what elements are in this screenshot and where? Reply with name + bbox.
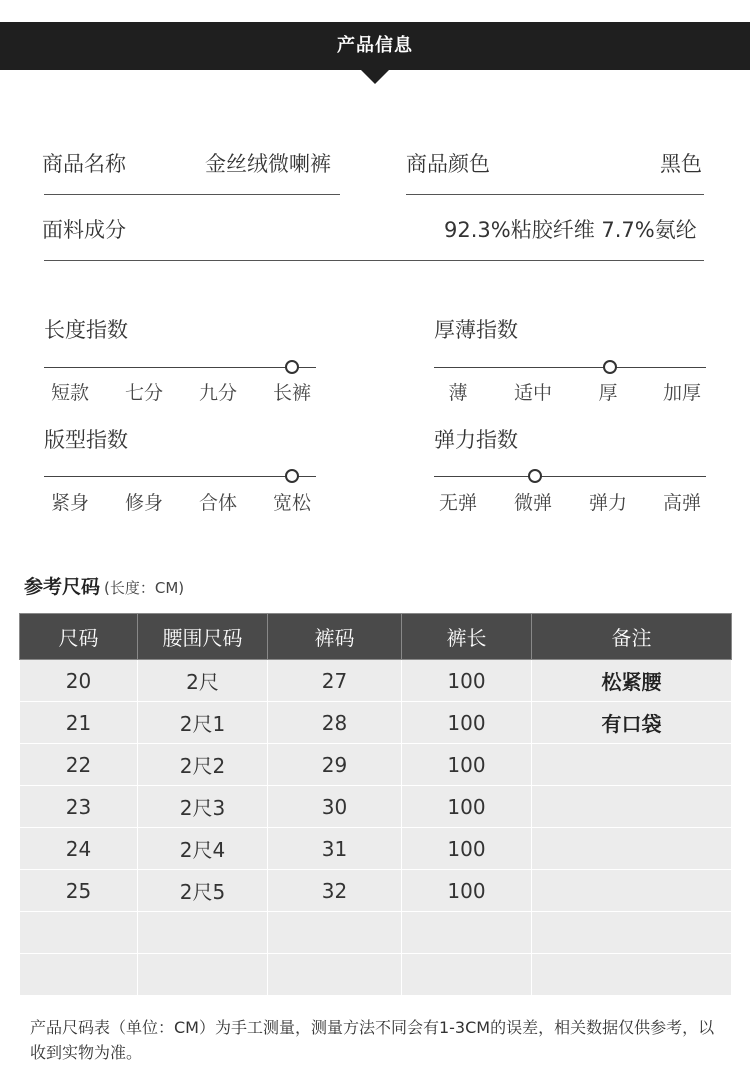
elasticity-option-none: 无弹: [438, 492, 477, 514]
table-row: [20, 660, 732, 702]
length-index-marker: [285, 360, 299, 374]
fabric-divider: [44, 260, 704, 261]
cell-remark: [532, 870, 732, 912]
elasticity-option-slight: 微弹: [513, 492, 552, 514]
table-row: [20, 870, 732, 912]
elasticity-option-high: 高弹: [662, 492, 701, 514]
cell-pants-length: 100: [402, 744, 532, 786]
header-band: [0, 22, 750, 70]
table-row: [20, 744, 732, 786]
cell-size: [20, 912, 138, 954]
cell-pants-length: 100: [402, 786, 532, 828]
cell-waist: 2尺3: [138, 786, 268, 828]
cell-pants-size: 27: [268, 660, 402, 702]
cell-pants-size: [268, 954, 402, 996]
cell-waist: [138, 912, 268, 954]
header-remarks: 备注: [532, 614, 732, 660]
fit-index-marker: [285, 469, 299, 483]
table-row: [20, 954, 732, 996]
elasticity-option-stretch: 弹力: [588, 492, 627, 514]
cell-pants-size: 29: [268, 744, 402, 786]
cell-remark: [532, 786, 732, 828]
cell-pants-size: 31: [268, 828, 402, 870]
cell-remark: [532, 912, 732, 954]
fit-option-tight: 紧身: [50, 492, 89, 514]
table-row: [20, 828, 732, 870]
cell-waist: 2尺: [138, 660, 268, 702]
cell-pants-size: [268, 912, 402, 954]
thickness-option-medium: 适中: [513, 382, 552, 404]
length-option-seven-tenths: 七分: [124, 382, 163, 404]
cell-remark: [532, 744, 732, 786]
product-color-value: 黑色: [660, 152, 702, 176]
cell-size: 24: [20, 828, 138, 870]
cell-size: 25: [20, 870, 138, 912]
product-color-label: 商品颜色: [406, 152, 490, 176]
product-name-divider: [44, 194, 340, 195]
elasticity-index-marker: [528, 469, 542, 483]
measurement-note: 产品尺码表（单位：CM）为手工测量，测量方法不同会有1-3CM的误差，相关数据仅供参考，以收到实物为准。: [30, 1018, 715, 1062]
cell-pants-length: 100: [402, 702, 532, 744]
fabric-value: 92.3%粘胶纤维 7.7%氨纶: [444, 218, 697, 242]
cell-size: 20: [20, 660, 138, 702]
cell-pants-size: 30: [268, 786, 402, 828]
size-chart-title: [24, 572, 184, 599]
thickness-option-thin: 薄: [448, 382, 468, 404]
header-pants-size: 裤码: [268, 614, 402, 660]
elasticity-index-scale: [434, 476, 706, 477]
cell-remark: [532, 828, 732, 870]
cell-waist: 2尺2: [138, 744, 268, 786]
cell-waist: 2尺5: [138, 870, 268, 912]
cell-pants-length: [402, 912, 532, 954]
cell-remark: [532, 954, 732, 996]
thickness-index-marker: [603, 360, 617, 374]
cell-remark: 有口袋: [532, 702, 732, 744]
cell-remark: 松紧腰: [532, 660, 732, 702]
table-row: [20, 912, 732, 954]
thickness-option-thick: 厚: [598, 382, 618, 404]
fit-index-title: 版型指数: [44, 428, 128, 452]
fit-index-scale: [44, 476, 316, 477]
length-index-title: 长度指数: [44, 318, 128, 342]
cell-pants-size: 28: [268, 702, 402, 744]
page-title: 产品信息: [337, 35, 413, 56]
fabric-label: 面料成分: [42, 218, 126, 242]
thickness-index-title: 厚薄指数: [434, 318, 518, 342]
length-index-scale: [44, 367, 316, 368]
cell-size: [20, 954, 138, 996]
table-row: [20, 702, 732, 744]
fit-option-regular: 合体: [198, 492, 237, 514]
cell-waist: 2尺4: [138, 828, 268, 870]
product-name-value: 金丝绒微喇裤: [205, 152, 331, 176]
thickness-option-extra-thick: 加厚: [662, 382, 701, 404]
size-chart-unit: (长度：CM): [104, 579, 185, 597]
cell-size: 21: [20, 702, 138, 744]
cell-waist: 2尺1: [138, 702, 268, 744]
size-chart-title-text: 参考尺码: [24, 576, 101, 598]
cell-size: 22: [20, 744, 138, 786]
length-option-short: 短款: [50, 382, 89, 404]
cell-waist: [138, 954, 268, 996]
cell-pants-length: 100: [402, 828, 532, 870]
length-option-full: 长裤: [272, 382, 311, 404]
table-row: [20, 786, 732, 828]
elasticity-index-title: 弹力指数: [434, 428, 518, 452]
cell-pants-length: 100: [402, 870, 532, 912]
size-table-header-row: [20, 614, 732, 660]
header-size: 尺码: [20, 614, 138, 660]
cell-size: 23: [20, 786, 138, 828]
product-color-divider: [406, 194, 704, 195]
header-waist: 腰围尺码: [138, 614, 268, 660]
header-arrow-pointer: [361, 70, 389, 84]
fit-option-slim: 修身: [124, 492, 163, 514]
cell-pants-size: 32: [268, 870, 402, 912]
length-option-nine-tenths: 九分: [198, 382, 237, 404]
size-table: [19, 613, 732, 996]
cell-pants-length: 100: [402, 660, 532, 702]
cell-pants-length: [402, 954, 532, 996]
thickness-index-scale: [434, 367, 706, 368]
header-pants-length: 裤长: [402, 614, 532, 660]
fit-option-loose: 宽松: [272, 492, 311, 514]
product-name-label: 商品名称: [42, 152, 126, 176]
